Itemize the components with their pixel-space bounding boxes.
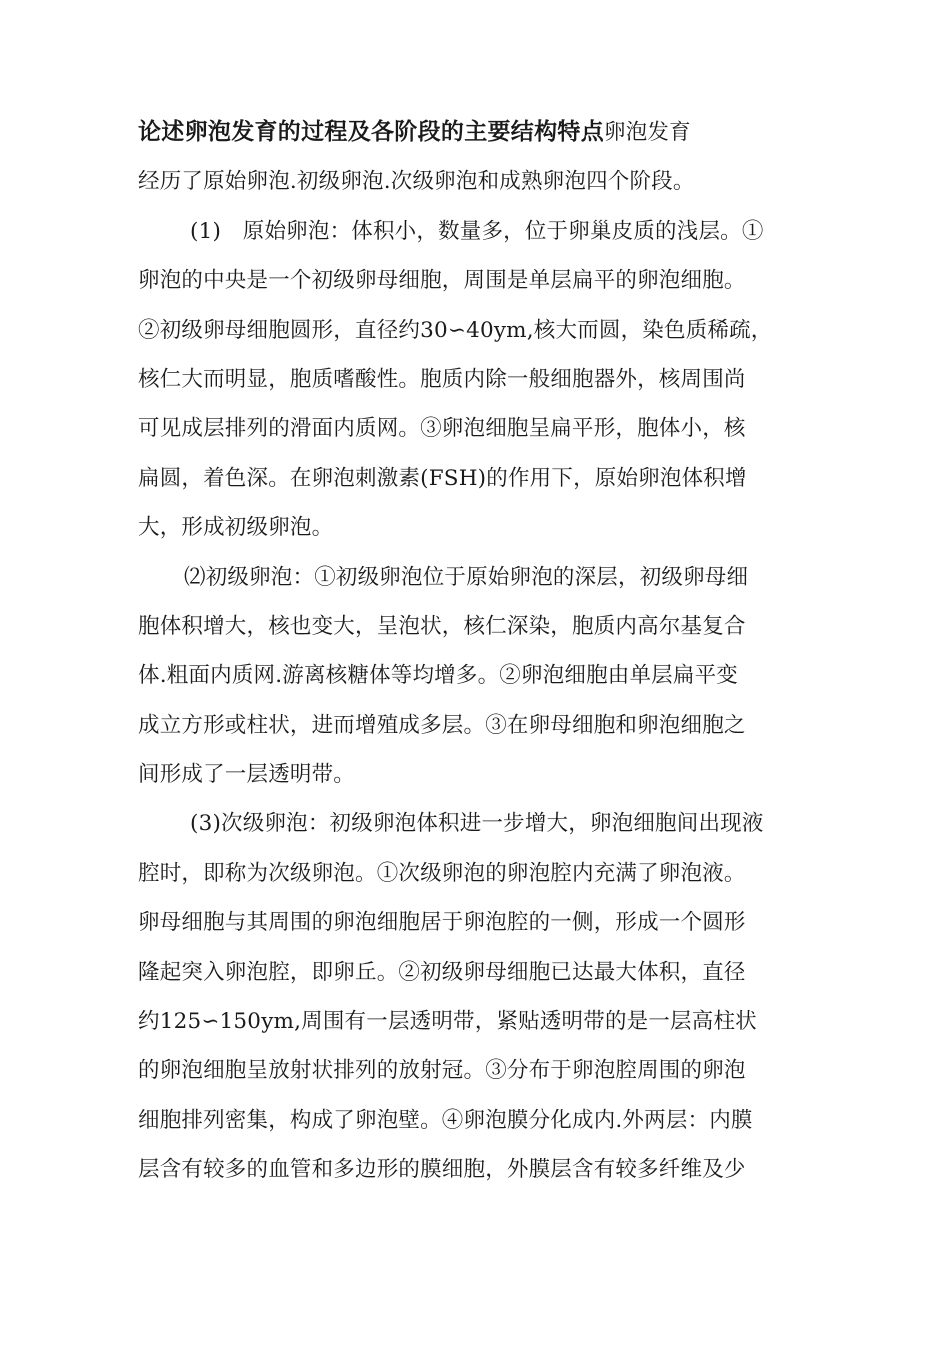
paragraph-line: 核仁大而明显，胞质嗜酸性。胞质内除一般细胞器外，核周围尚 xyxy=(138,366,746,392)
paragraph-line: 间形成了一层透明带。 xyxy=(138,762,356,788)
paragraph-line: 体.粗面内质网.游离核糖体等均增多。②卵泡细胞由单层扁平变 xyxy=(138,663,738,689)
paragraph-line: 大，形成初级卵泡。 xyxy=(138,515,334,541)
paragraph-line: 层含有较多的血管和多边形的膜细胞，外膜层含有较多纤维及少 xyxy=(138,1157,746,1183)
paragraph-line: ⑵初级卵泡：①初级卵泡位于原始卵泡的深层，初级卵母细 xyxy=(184,564,749,590)
paragraph-secondary-follicle xyxy=(138,799,828,1194)
paragraph-line: 卵母细胞与其周围的卵泡细胞居于卵泡腔的一侧，形成一个圆形 xyxy=(138,910,746,936)
document-body xyxy=(138,108,828,1195)
paragraph-line: 胞体积增大，核也变大，呈泡状，核仁深染，胞质内高尔基复合 xyxy=(138,613,746,639)
intro-text: 卵泡发育 xyxy=(604,120,691,145)
paragraph-line: 成立方形或柱状，进而增殖成多层。③在卵母细胞和卵泡细胞之 xyxy=(138,712,746,738)
paragraph-primordial-follicle xyxy=(138,207,828,553)
paragraph-line: (1) 原始卵泡：体积小，数量多，位于卵巢皮质的浅层。① xyxy=(190,218,764,244)
paragraph-line: 卵泡的中央是一个初级卵母细胞，周围是单层扁平的卵泡细胞。 xyxy=(138,268,746,294)
paragraph-line: 扁圆，着色深。在卵泡刺激素(FSH)的作用下，原始卵泡体积增 xyxy=(138,465,747,491)
intro-line: 经历了原始卵泡.初级卵泡.次级卵泡和成熟卵泡四个阶段。 xyxy=(138,169,695,195)
paragraph-line: 可见成层排列的滑面内质网。③卵泡细胞呈扁平形，胞体小，核 xyxy=(138,416,746,442)
title-line xyxy=(138,108,828,157)
paragraph-line: 的卵泡细胞呈放射状排列的放射冠。③分布于卵泡腔周围的卵泡 xyxy=(138,1058,746,1084)
paragraph-line: 腔时，即称为次级卵泡。①次级卵泡的卵泡腔内充满了卵泡液。 xyxy=(138,860,746,886)
paragraph-line: 隆起突入卵泡腔，即卵丘。②初级卵母细胞已达最大体积，直径 xyxy=(138,959,746,985)
paragraph-line: 约125∽150ym,周围有一层透明带，紧贴透明带的是一层高柱状 xyxy=(138,1009,757,1035)
paragraph-line: 细胞排列密集，构成了卵泡壁。④卵泡膜分化成内.外两层：内膜 xyxy=(138,1107,753,1133)
paragraph-line: ②初级卵母细胞圆形，直径约30∽40ym,核大而圆，染色质稀疏， xyxy=(138,317,773,343)
paragraph-primary-follicle xyxy=(138,553,828,800)
paragraph-line: (3)次级卵泡：初级卵泡体积进一步增大，卵泡细胞间出现液 xyxy=(190,811,764,837)
document-title: 论述卵泡发育的过程及各阶段的主要结构特点 xyxy=(138,119,604,145)
